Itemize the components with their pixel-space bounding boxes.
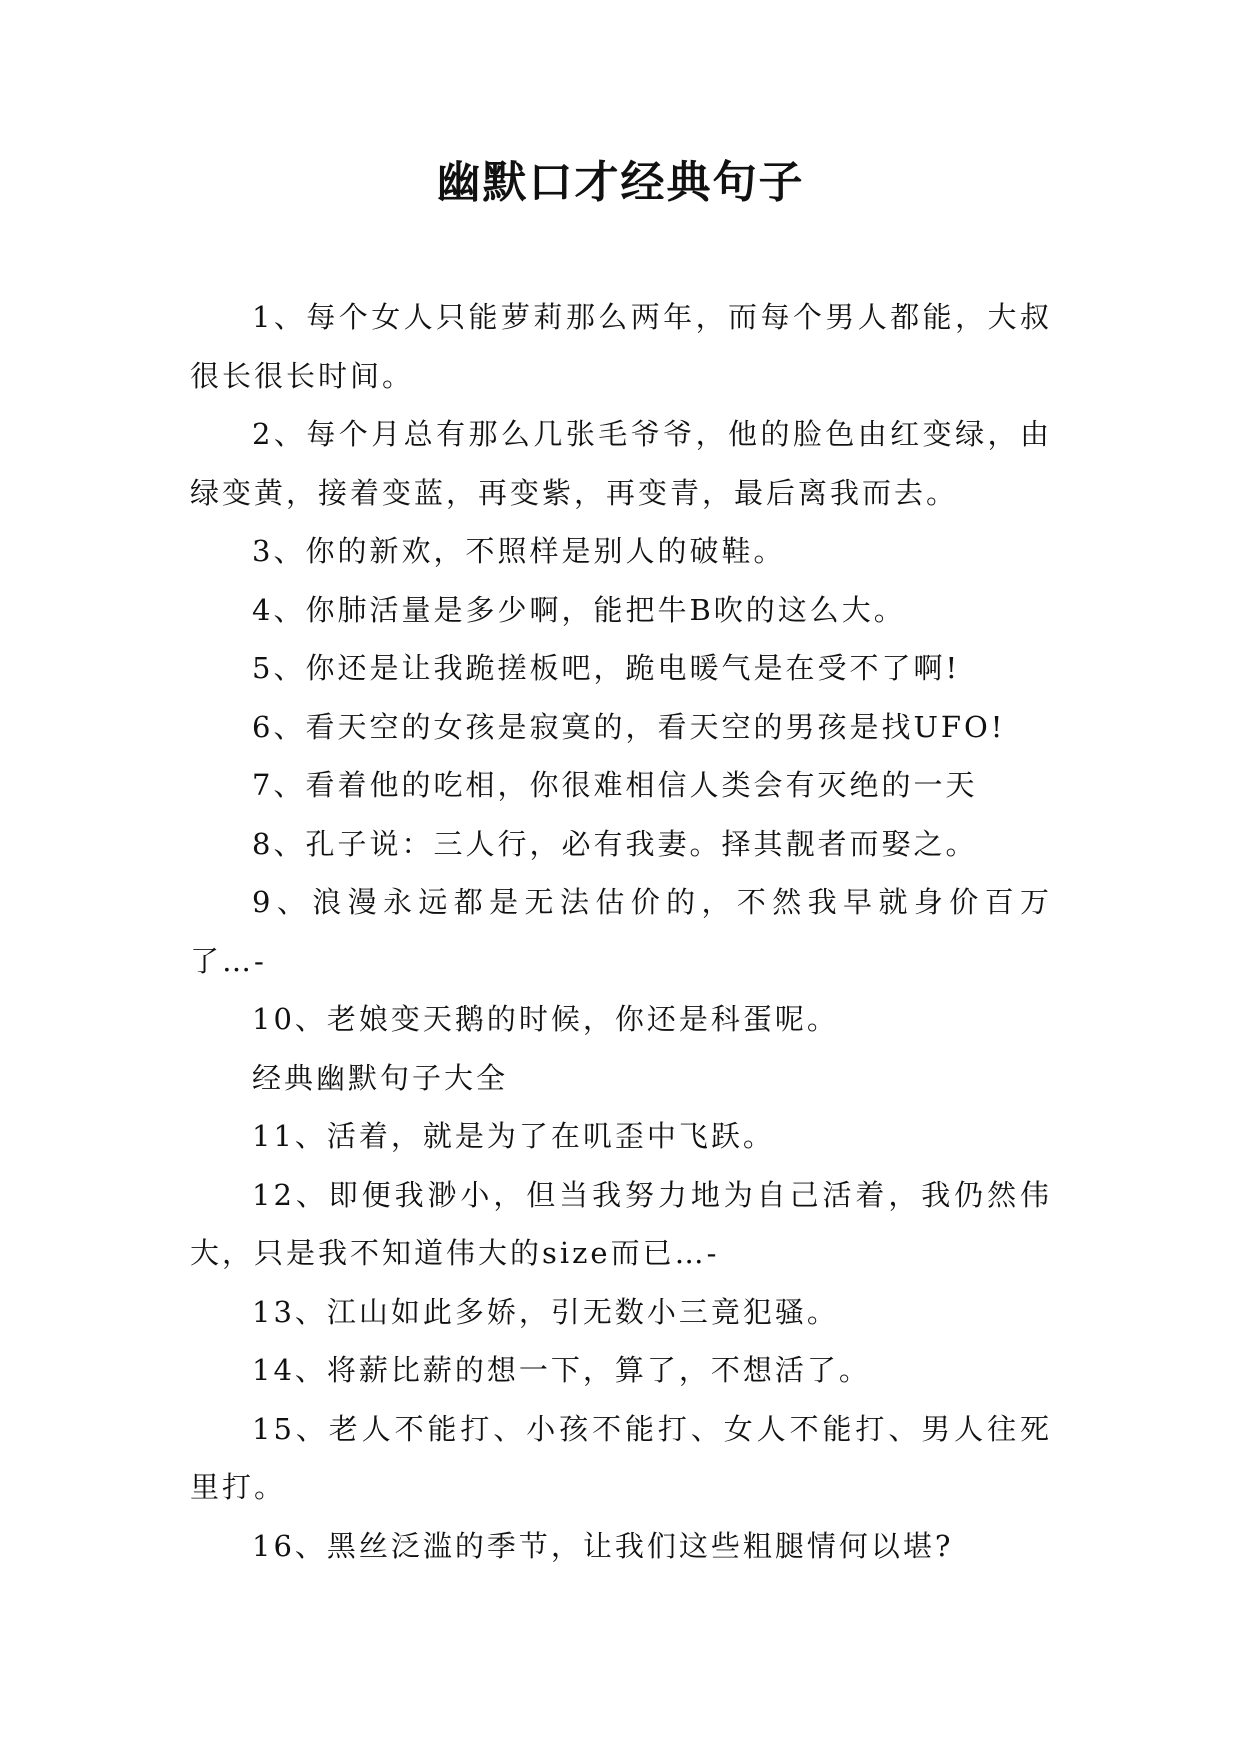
paragraph-11: 11、活着，就是为了在叽歪中飞跃。: [252, 1119, 775, 1153]
paragraph-4: 4、你肺活量是多少啊，能把牛B吹的这么大。: [252, 592, 906, 627]
paragraph-9: 9、浪漫永远都是无法估价的，不然我早就身价百万了…-: [190, 885, 1052, 978]
paragraph-10: 10、老娘变天鹅的时候，你还是科蛋呢。: [252, 1002, 839, 1036]
paragraph-2: 2、每个月总有那么几张毛爷爷，他的脸色由红变绿，由绿变黄，接着变蓝，再变紫，再变青，最后离我而去。: [190, 417, 1052, 510]
paragraph-8: 8、孔子说：三人行，必有我妻。择其靓者而娶之。: [252, 826, 978, 861]
paragraph-3: 3、你的新欢，不照样是别人的破鞋。: [252, 534, 786, 568]
page-title: 幽默口才经典句子: [436, 157, 805, 208]
paragraph-14: 14、将薪比薪的想一下，算了，不想活了。: [252, 1353, 871, 1387]
paragraph-16: 16、黑丝泛滥的季节，让我们这些粗腿情何以堪?: [252, 1528, 954, 1563]
paragraph-1: 1、每个女人只能萝莉那么两年，而每个男人都能，大叔很长很长时间。: [190, 300, 1052, 393]
document-body: [190, 288, 1052, 1575]
paragraph-7: 7、看着他的吃相，你很难相信人类会有灭绝的一天: [252, 768, 978, 802]
paragraph-15: 15、老人不能打、小孩不能打、女人不能打、男人往死里打。: [190, 1411, 1052, 1504]
paragraph-13: 13、江山如此多娇，引无数小三竟犯骚。: [252, 1294, 839, 1329]
paragraph-6: 6、看天空的女孩是寂寞的，看天空的男孩是找UFO!: [252, 709, 1006, 744]
paragraph-5: 5、你还是让我跪搓板吧，跪电暖气是在受不了啊!: [252, 651, 961, 685]
section-heading: 经典幽默句子大全: [252, 1060, 509, 1095]
paragraph-12: 12、即便我渺小，但当我努力地为自己活着，我仍然伟大，只是我不知道伟大的size而已…-: [190, 1177, 1052, 1270]
